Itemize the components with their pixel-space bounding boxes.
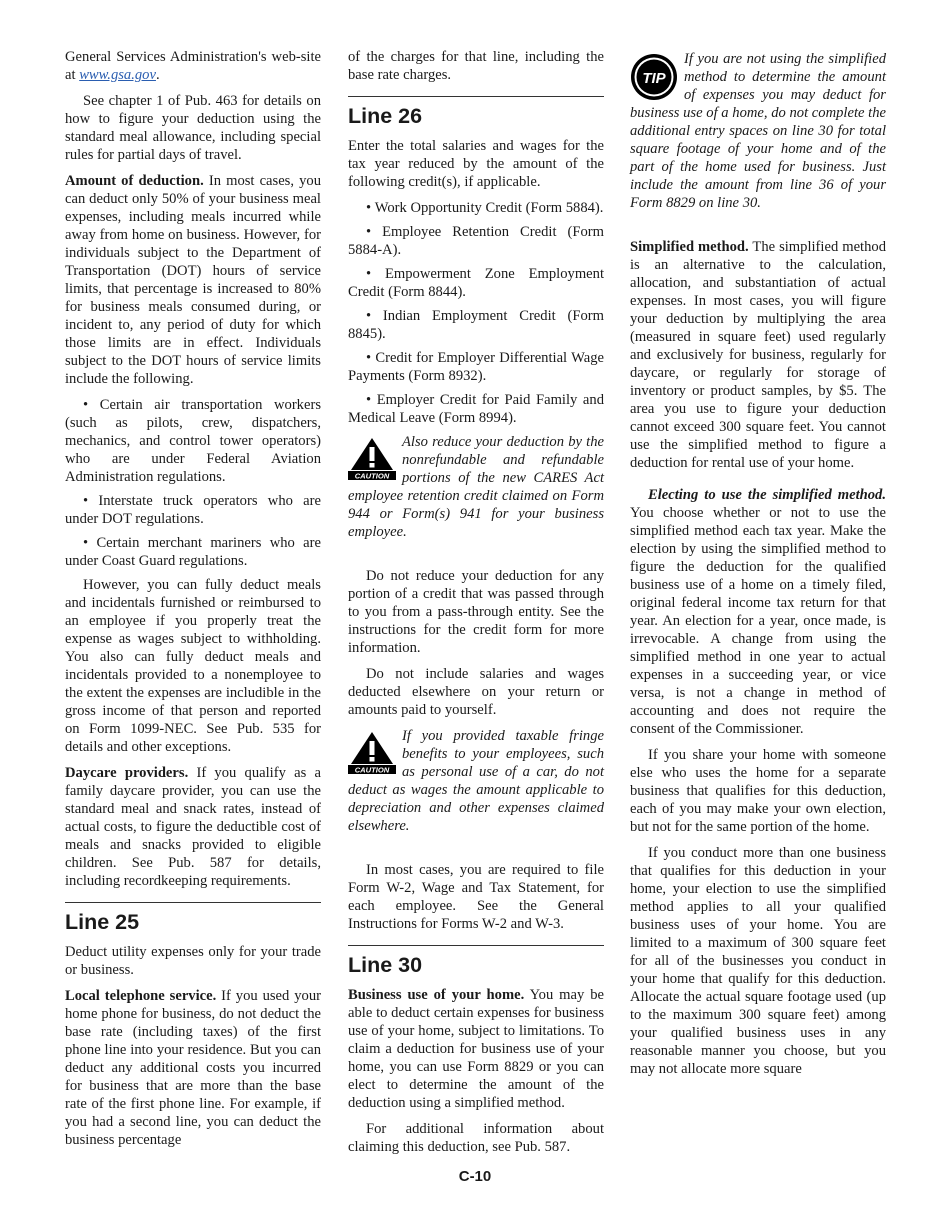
line-30-heading: Line 30 — [348, 953, 423, 977]
list-item: • Empowerment Zone Employment Credit (Form 8844). — [348, 265, 604, 301]
tip-note — [630, 50, 886, 212]
share-home-paragraph: If you share your home with someone else who uses the home for a separate business that qualifies for this deduction, each of you may make your own election, but not for the same portion of the home. — [630, 747, 886, 835]
local-telephone-heading: Local telephone service. — [65, 988, 217, 1004]
list-item: • Employer Credit for Paid Family and Medical Leave (Form 8994). — [348, 391, 604, 427]
multiple-business-paragraph: If you conduct more than one business that qualifies for this deduction in your home, your election to use the simplified method applies to all your qualified business uses of your home. You are limited to a maximum of 300 square feet for all of the businesses you conduct in your home that qualify for this deduction. Allocate the actual square footage used (up to the maximum 300 square feet) among your qualified business uses in any reasonable manner you choose, but you may not allocate more square — [630, 845, 886, 1077]
business-use-home-paragraph: Business use of your home. You may be able to deduct certain expenses for business use of your home, subject to limitations. To claim a deduction for business use of your home, you can use Form 8829 or you can elect to determine the amount of the deduction using a simplified method. — [348, 987, 604, 1111]
daycare-providers-paragraph: Daycare providers. If you qualify as a family daycare provider, you can use the standard meal and snack rates, instead of actual costs, to figure the deductible cost of meals and snacks provided to eligible children. See Pub. 587 for details, including recordkeeping requirements. — [65, 765, 321, 889]
salaries-intro-paragraph: Enter the total salaries and wages for the tax year reduced by the amount of the following credit(s), if applicable. — [348, 138, 604, 190]
caution-icon — [348, 730, 396, 774]
list-item: • Interstate truck operators who are under DOT regulations. — [65, 492, 321, 528]
tip-label: TIP — [642, 70, 666, 87]
gsa-link[interactable]: www.gsa.gov — [79, 67, 156, 83]
section-divider — [348, 945, 604, 946]
simplified-method-paragraph: Simplified method. The simplified method is an alternative to the calculation, allocation, and substantiation of actual expenses. In most cases, you will figure your deduction by multiplying the area (measured in square feet) used regularly and exclusively for business, regularly for daycare, or regularly for storage of inventory or product samples, by $5. The area you use to figure your deduction cannot exceed 300 square feet. You cannot use the simplified method to figure a deduction for rental use of your home. — [630, 239, 886, 471]
caution-note-fringe — [348, 727, 604, 835]
w2-paragraph: In most cases, you are required to file Form W-2, Wage and Tax Statement, for each employee. See the General Instructions for Forms W-2 and W-3. — [348, 862, 604, 932]
caution-label: CAUTION — [354, 765, 390, 774]
daycare-providers-heading: Daycare providers. — [65, 765, 189, 781]
column-2 — [348, 48, 604, 1164]
caution-text: Also reduce your deduction by the nonrefundable and refundable portions of the new CARES Act employee retention credit claimed on Form 944 or Form(s) 941 for your business employee. — [348, 434, 604, 540]
page-number: C-10 — [458, 1168, 492, 1185]
column-3 — [630, 48, 886, 1086]
line-26-heading: Line 26 — [348, 104, 423, 128]
amount-of-deduction-paragraph: Amount of deduction. In most cases, you can deduct only 50% of your business meal expenses, including meals incurred while away from home on business. However, for individuals subject to the Department of Transportation (DOT) hours of service limits, that percentage is increased to 80% for business meals consumed during, or incident to, any period of duty for which those limits are in effect. Individuals subject to the DOT hours of service limits include the following. — [65, 173, 321, 387]
tip-text: If you are not using the simplified method to determine the amount of expenses you may deduct for business use of a home, do not complete the additional entry spaces on line 30 for total square footage of your home and of the part of the home used for business. Just include the amount from line 36 of your Form 8829 on line 30. — [630, 51, 886, 211]
list-item: • Indian Employment Credit (Form 8845). — [348, 307, 604, 343]
simplified-method-heading: Simplified method. — [630, 239, 749, 255]
section-divider — [65, 902, 321, 903]
column-1 — [65, 48, 321, 1157]
line-25-heading: Line 25 — [65, 910, 140, 934]
list-item: • Certain merchant mariners who are under Coast Guard regulations. — [65, 534, 321, 570]
electing-simplified-heading: Electing to use the simplified method. — [648, 487, 886, 503]
base-rate-paragraph: of the charges for that line, including the base rate charges. — [348, 49, 604, 83]
fully-deduct-paragraph: However, you can fully deduct meals and incidentals furnished or reimbursed to an employee if you properly treat the expense as wages subject to withholding. You also can fully deduct meals and incidentals provided to a nonemployee to the extent the expenses are includible in the gross income of that person and reported on Form 1099-NEC. See Pub. 535 for details and other exceptions. — [65, 577, 321, 755]
utility-expenses-paragraph: Deduct utility expenses only for your trade or business. — [65, 944, 321, 978]
electing-simplified-paragraph: Electing to use the simplified method. You choose whether or not to use the simplified method each tax year. Make the election by using the simplified method to figure the deduction for the qualified business use of a home on a timely filed, original federal income tax return for that year. An election for a year, once made, is irrevocable. A change from using the simplified method in one year to actual expenses in a succeeding year, or vice versa, is not a change in method of accounting and does not require the consent of the Commissioner. — [630, 487, 886, 737]
business-use-home-heading: Business use of your home. — [348, 987, 525, 1003]
amount-of-deduction-heading: Amount of deduction. — [65, 173, 204, 189]
additional-info-paragraph: For additional information about claiming this deduction, see Pub. 587. — [348, 1121, 604, 1155]
caution-label: CAUTION — [354, 471, 390, 480]
exclude-salaries-paragraph: Do not include salaries and wages deducted elsewhere on your return or amounts paid to yourself. — [348, 666, 604, 718]
local-telephone-paragraph: Local telephone service. If you used your home phone for business, do not deduct the base rate (including taxes) of the first phone line into your residence. But you can deduct any additional costs you incurred for business that are more than the base rate of the first phone line. For example, if you had a second line, you can deduct the business percentage — [65, 988, 321, 1148]
section-divider — [348, 96, 604, 97]
meal-allowance-paragraph: See chapter 1 of Pub. 463 for details on how to figure your deduction using the standard meal allowance, including special rules for partial days of travel. — [65, 93, 321, 163]
tip-icon — [630, 53, 678, 101]
list-item: • Work Opportunity Credit (Form 5884). — [348, 199, 604, 217]
gsa-paragraph: General Services Administration's web-site at www.gsa.gov. — [65, 49, 321, 83]
caution-note-cares — [348, 433, 604, 541]
list-item: • Credit for Employer Differential Wage Payments (Form 8932). — [348, 349, 604, 385]
pass-through-paragraph: Do not reduce your deduction for any portion of a credit that was passed through to you from a pass-through entity. See the instructions for the credit form for more information. — [348, 568, 604, 656]
caution-icon — [348, 436, 396, 480]
list-item: • Certain air transportation workers (such as pilots, crew, dispatchers, mechanics, and control tower operators) who are under Federal Aviation Administration regulations. — [65, 396, 321, 486]
list-item: • Employee Retention Credit (Form 5884-A). — [348, 223, 604, 259]
caution-text: If you provided taxable fringe benefits to your employees, such as personal use of a car, do not deduct as wages the amount applicable to depreciation and other expenses claimed elsewhere. — [348, 728, 604, 834]
